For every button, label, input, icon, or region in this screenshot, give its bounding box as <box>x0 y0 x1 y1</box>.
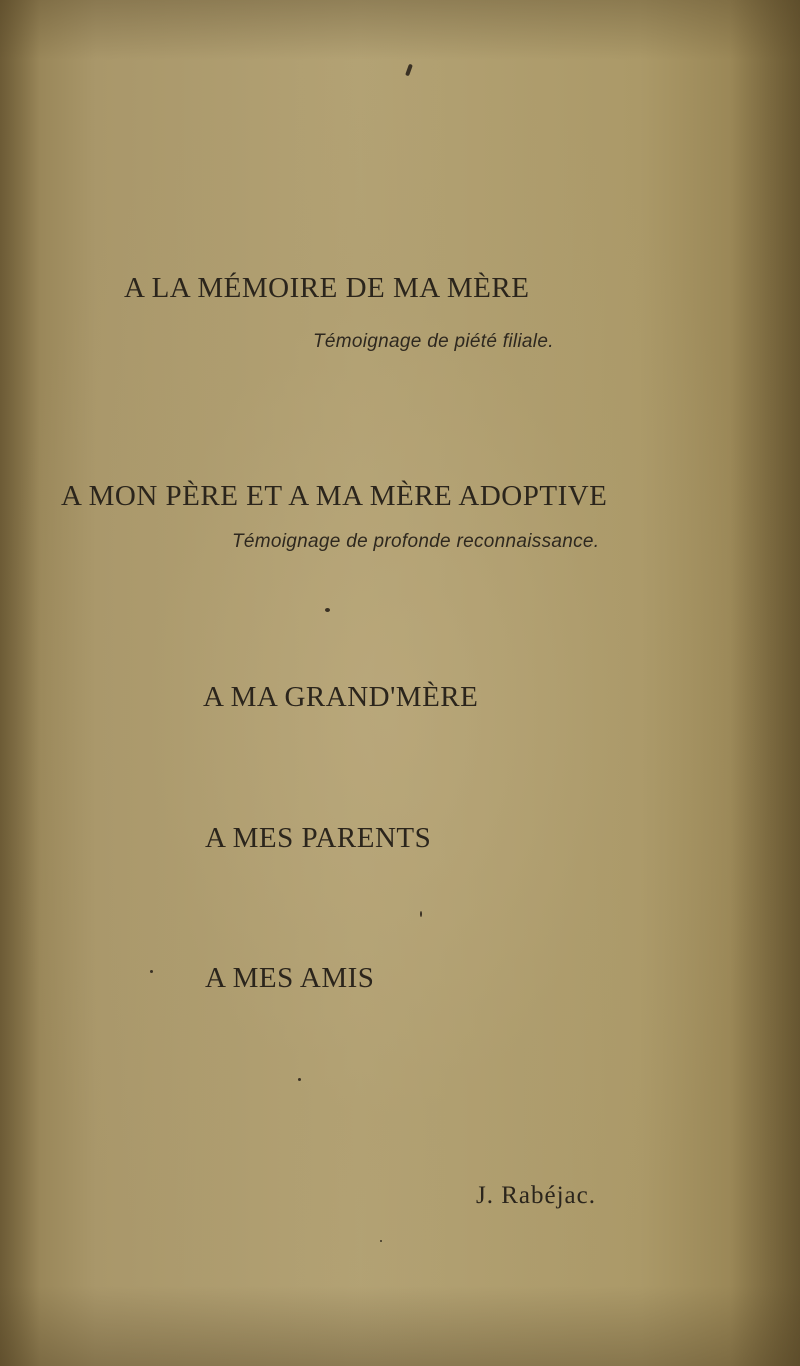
paper-speck <box>420 911 422 917</box>
paper-speck <box>325 608 330 612</box>
paper-edge-bottom <box>0 1286 800 1366</box>
dedication-relatives-heading: A MES PARENTS <box>205 822 432 854</box>
paper-speck <box>405 64 413 77</box>
dedication-parents-adoptive-subtitle: Témoignage de profonde reconnaissance. <box>232 531 600 552</box>
paper-edge-left <box>0 0 40 1366</box>
author-signature: J. Rabéjac. <box>476 1182 596 1209</box>
dedication-friends-heading: A MES AMIS <box>205 962 375 994</box>
paper-edge-top <box>0 0 800 60</box>
dedication-mother-heading: A LA MÉMOIRE DE MA MÈRE <box>124 272 530 304</box>
paper-speck <box>298 1078 301 1081</box>
paper-speck <box>150 970 153 973</box>
dedication-parents-adoptive-heading: A MON PÈRE ET A MA MÈRE ADOPTIVE <box>61 480 608 512</box>
dedication-grandmother-heading: A MA GRAND'MÈRE <box>203 681 479 713</box>
dedication-mother-subtitle: Témoignage de piété filiale. <box>313 331 554 352</box>
paper-speck <box>380 1240 382 1242</box>
paper-edge-right <box>730 0 800 1366</box>
